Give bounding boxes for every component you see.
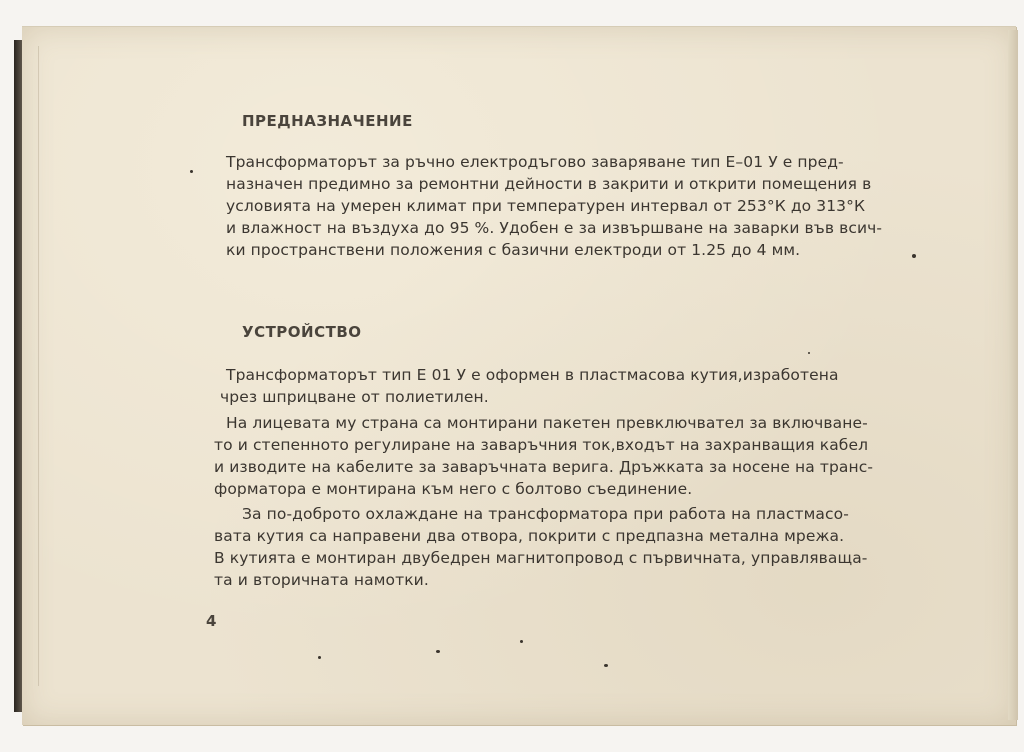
construction-line: та и вторичната намотки. (214, 571, 429, 589)
fold-line (38, 46, 39, 686)
purpose-paragraph (226, 151, 946, 261)
page-edge (1008, 30, 1018, 720)
construction-line: чрез шприцване от полиетилен. (220, 388, 489, 406)
print-speck (318, 656, 321, 659)
print-speck (520, 640, 523, 643)
construction-paragraph-1 (220, 364, 946, 408)
construction-line: вата кутия са направени два отвора, покрити с предпазна метална мрежа. (214, 527, 845, 545)
purpose-line: назначен предимно за ремонтни дейности в закрити и открити помещения в (226, 175, 872, 193)
section-heading-construction: УСТРОЙСТВО (242, 323, 362, 341)
print-speck (604, 664, 608, 667)
purpose-line: ки пространствени положения с базични електроди от 1.25 до 4 мм. (226, 241, 801, 259)
construction-line: Трансформаторът тип Е 01 У е оформен в пластмасова кутия,изработена (226, 366, 839, 384)
purpose-line: и влажност на въздуха до 95 %. Удобен е за извършване на заварки във всич- (226, 219, 883, 237)
section-heading-purpose: ПРЕДНАЗНАЧЕНИЕ (242, 112, 413, 130)
construction-paragraph-3 (214, 503, 944, 591)
construction-line: то и степенното регулиране на заваръчния ток,входът на захранващия кабел (214, 436, 869, 454)
print-speck (912, 254, 916, 258)
construction-line: и изводите на кабелите за заваръчната верига. Дръжката за носене на транс- (214, 458, 874, 476)
purpose-line: условията на умерен климат при температурен интервал от 253°К до 313°К (226, 197, 866, 215)
page-number: 4 (206, 612, 217, 630)
construction-line: За по-доброто охлаждане на трансформатора при работа на пластмасо- (242, 505, 849, 523)
construction-paragraph-2 (214, 412, 944, 500)
construction-line: форматора е монтирана към него с болтово съединение. (214, 480, 693, 498)
construction-line: В кутията е монтиран двубедрен магнитопровод с първичната, управляваща- (214, 549, 868, 567)
construction-line: На лицевата му страна са монтирани пакетен превключвател за включване- (226, 414, 868, 432)
print-speck (808, 352, 810, 354)
print-speck (436, 650, 440, 653)
print-speck (190, 170, 193, 173)
purpose-line: Трансформаторът за ръчно електродъгово заваряване тип Е–01 У е пред- (226, 153, 844, 171)
